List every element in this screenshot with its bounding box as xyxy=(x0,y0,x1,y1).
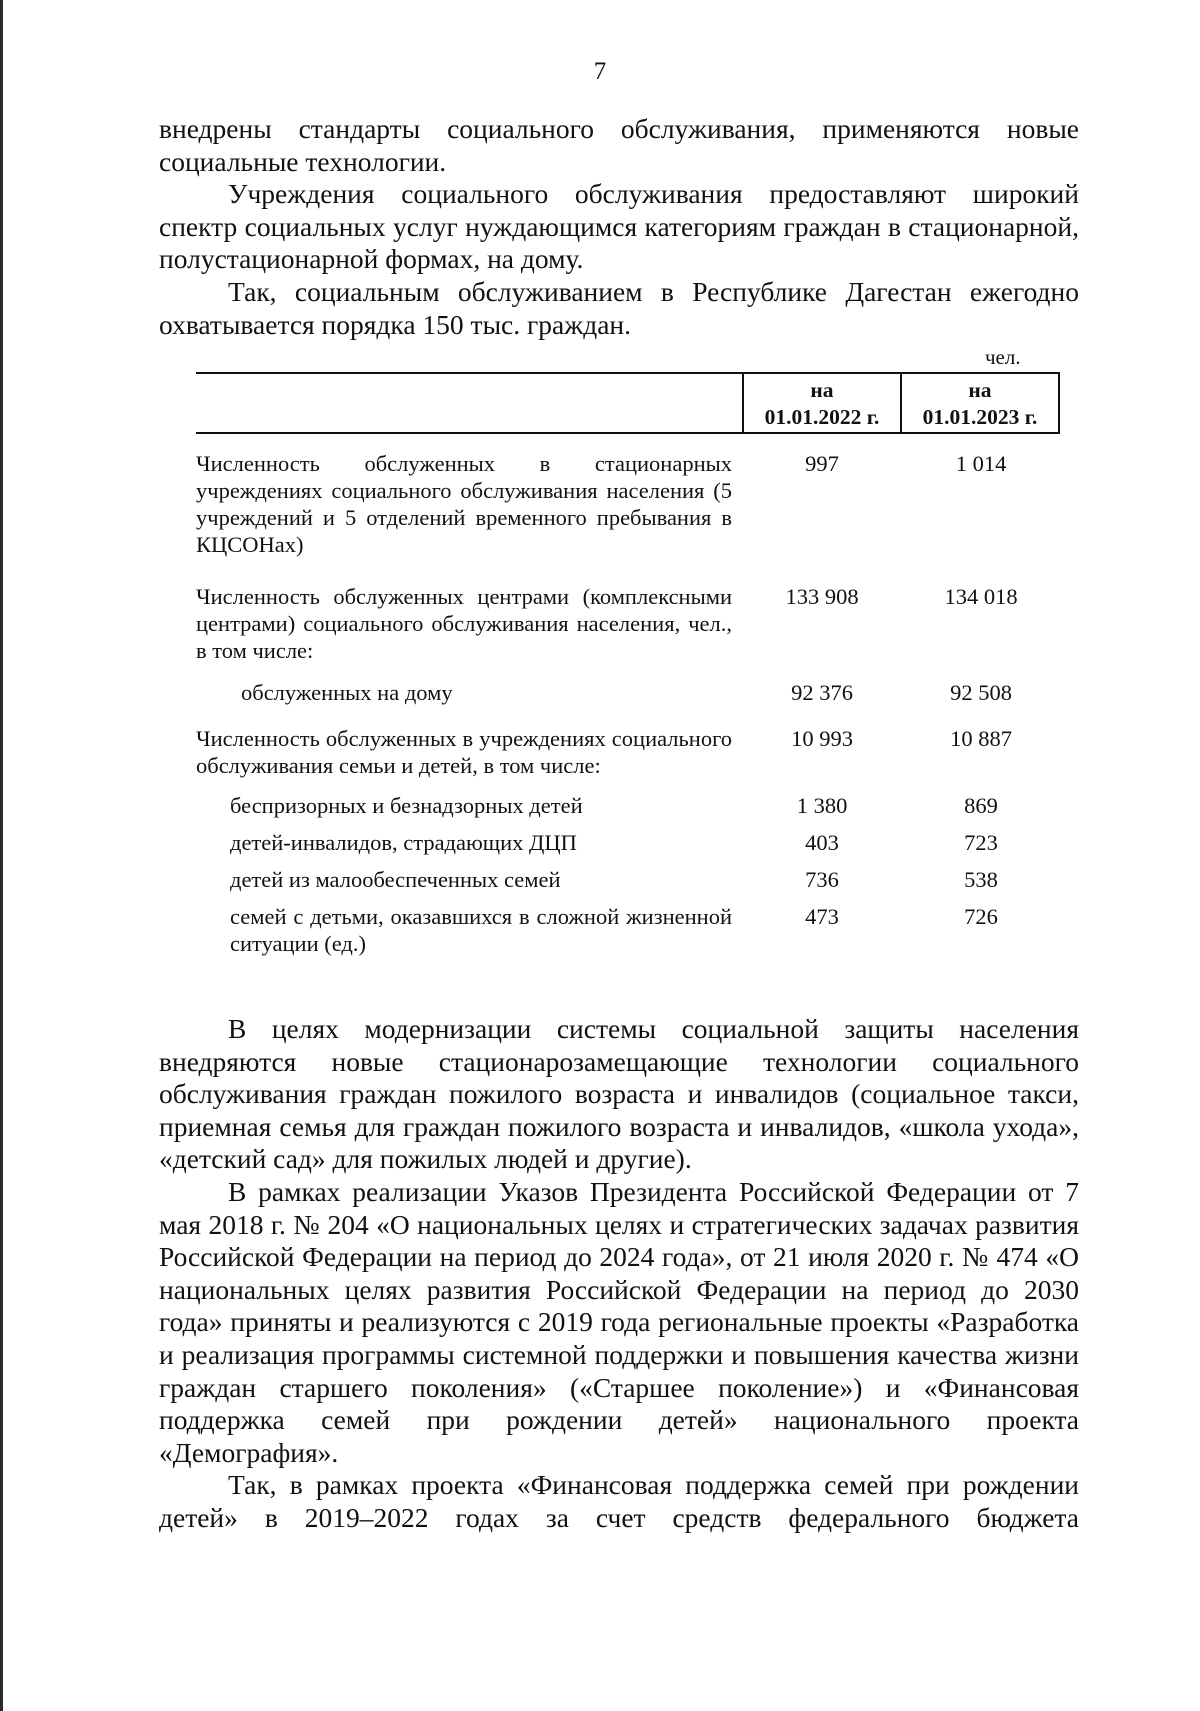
table-row xyxy=(196,583,1060,664)
intro-text xyxy=(159,113,1079,341)
value-2023: 723 xyxy=(964,830,998,855)
table-row xyxy=(196,829,1060,856)
table-row xyxy=(196,450,1060,558)
value-2023: 134 018 xyxy=(944,584,1018,609)
value-2022: 10 993 xyxy=(791,726,853,751)
row-label: Численность обслуженных центрами (комплексными центрами) социального обслуживания населения, чел., в том числе: xyxy=(196,584,732,663)
header-2022-line1: на xyxy=(810,378,834,402)
value-2023: 1 014 xyxy=(955,451,1007,476)
header-2023-line2: 01.01.2023 г. xyxy=(922,405,1038,429)
value-2023: 538 xyxy=(964,867,998,892)
table-row xyxy=(196,903,1060,957)
paragraph: Так, социальным обслуживанием в Республике Дагестан ежегодно охватывается порядка 150 тыс. граждан. xyxy=(159,275,1079,340)
value-2022: 403 xyxy=(805,830,839,855)
paragraph: внедрены стандарты социального обслуживания, применяются новые социальные технологии. xyxy=(159,113,1079,177)
page-number: 7 xyxy=(593,58,607,85)
paragraph: В целях модернизации системы социальной защиты населения внедряются новые стационарозамещающие технологии социального обслуживания граждан пожилого возраста и инвалидов (социальное такси, приемная семья для граждан пожилого возраста и инвалидов, «школа ухода», «детский сад» для пожилых людей и другие). xyxy=(159,1013,1079,1175)
value-2023: 10 887 xyxy=(950,726,1012,751)
value-2022: 997 xyxy=(805,451,839,476)
row-label: беспризорных и безнадзорных детей xyxy=(230,793,583,818)
table-row xyxy=(196,792,1060,819)
body-text xyxy=(159,1013,1079,1535)
header-2023 xyxy=(902,374,1060,432)
row-label: Численность обслуженных в учреждениях социального обслуживания семьи и детей, в том числе: xyxy=(196,726,732,778)
value-2022: 736 xyxy=(805,867,839,892)
header-2022-line2: 01.01.2022 г. xyxy=(764,405,880,429)
header-2023-line1: на xyxy=(968,378,992,402)
table-header xyxy=(196,372,1060,434)
paragraph: Учреждения социального обслуживания предоставляют широкий спектр социальных услуг нуждающимся категориям граждан в стационарной, полустационарной формах, на дому. xyxy=(159,178,1079,275)
table-unit: чел. xyxy=(985,345,1021,369)
row-label: детей из малообеспеченных семей xyxy=(230,867,561,892)
header-2022 xyxy=(742,374,902,432)
row-label: обслуженных на дому xyxy=(241,680,453,705)
value-2022: 473 xyxy=(805,904,839,929)
value-2022: 92 376 xyxy=(791,680,853,705)
row-label: Численность обслуженных в стационарных учреждениях социального обслуживания населения (5 учреждений и 5 отделений временного пребывания в КЦСОНах) xyxy=(196,451,732,557)
scan-edge xyxy=(0,0,3,1711)
value-2023: 869 xyxy=(964,793,998,818)
value-2022: 133 908 xyxy=(785,584,859,609)
value-2022: 1 380 xyxy=(796,793,848,818)
paragraph: Так, в рамках проекта «Финансовая поддержка семей при рождении детей» в 2019–2022 годах за счет средств федерального бюджета xyxy=(159,1469,1079,1533)
paragraph: В рамках реализации Указов Президента Российской Федерации от 7 мая 2018 г. № 204 «О национальных целях и стратегических задачах развития Российской Федерации на период до 2024 года», от 21 июля 2020 г. № 474 «О национальных целях развития Российской Федерации на период до 2030 года» приняты и реализуются с 2019 года региональные проекты «Разработка и реализация программы системной поддержки и повышения качества жизни граждан старшего поколения» («Старшее поколение») и «Финансовая поддержка семей при рождении детей» национального проекта «Демография». xyxy=(159,1175,1079,1468)
value-2023: 92 508 xyxy=(950,680,1012,705)
statistics-table xyxy=(196,450,1060,957)
row-label: семей с детьми, оказавшихся в сложной жизненной ситуации (ед.) xyxy=(230,904,732,956)
row-label: детей-инвалидов, страдающих ДЦП xyxy=(230,830,577,855)
table-row xyxy=(196,725,1060,779)
table-row xyxy=(196,679,1060,706)
table-row xyxy=(196,866,1060,893)
value-2023: 726 xyxy=(964,904,998,929)
